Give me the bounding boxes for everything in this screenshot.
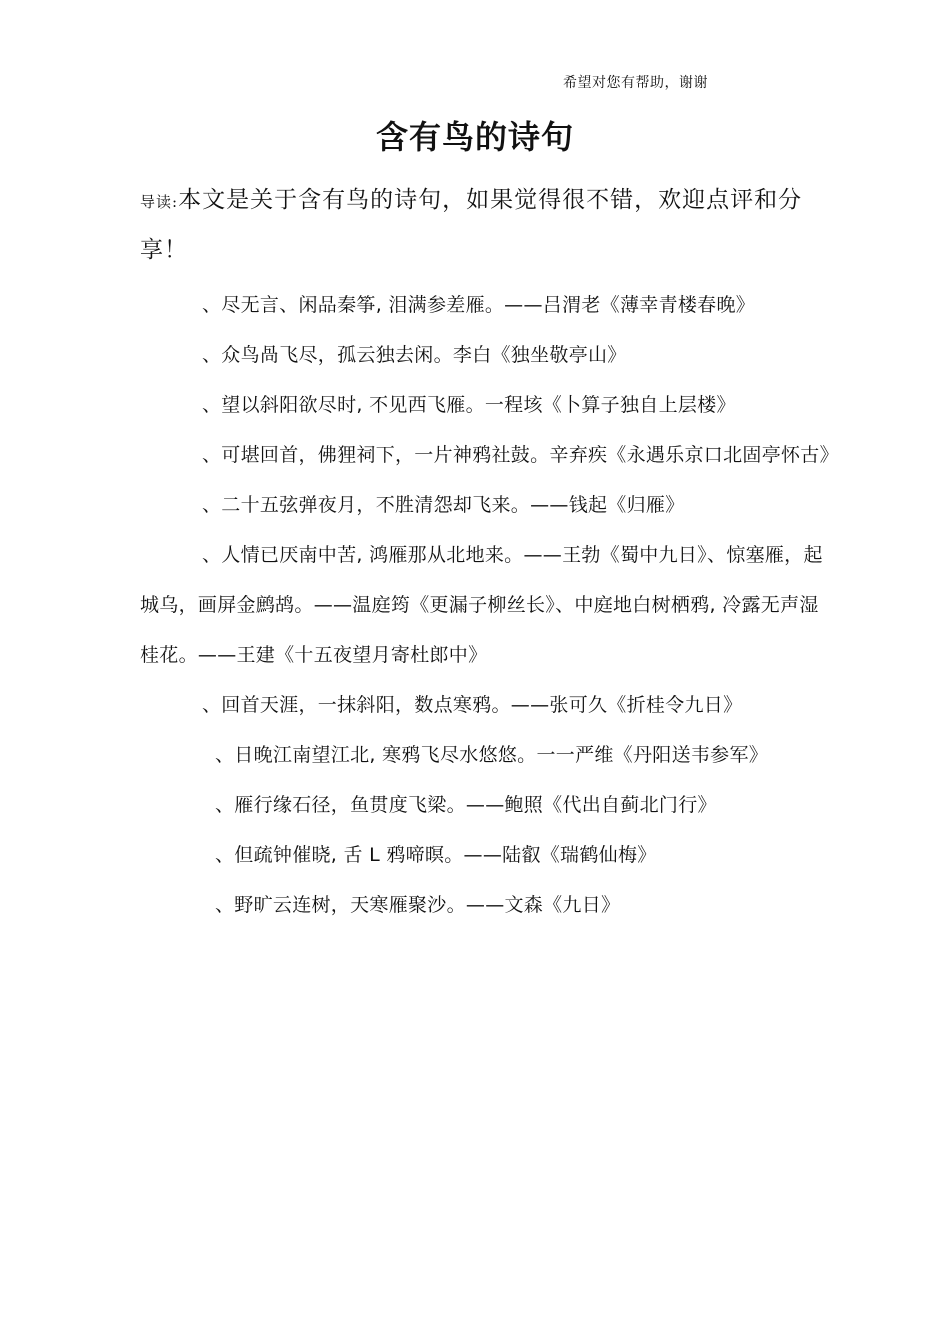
intro-text: 本文是关于含有鸟的诗句，如果觉得很不错，欢迎点评和分享！ (140, 187, 803, 263)
poem-line: 、二十五弦弹夜月，不胜清怨却飞来。——钱起《归雁》 (202, 494, 685, 516)
poem-line: 、众鸟咼飞尽，孤云独去闲。李白《独坐敬亭山》 (202, 344, 627, 366)
poem-line: 、可堪回首，佛狸祠下，一片神鸦社鼓。辛弃疾《永遇乐京口北固亭怀古》 (202, 444, 839, 466)
poem-line: 、尽无言、闲品秦筝, 泪满参差雁。——吕渭老《薄幸青楼春晚》 (202, 294, 756, 316)
header-note: 希望对您有帮助，谢谢 (563, 75, 708, 91)
poem-line: 、回首天涯，一抹斜阳，数点寒鸦。——张可久《折桂令九日》 (202, 694, 743, 716)
poem-line: 、野旷云连树，天寒雁聚沙。——文森《九日》 (215, 894, 621, 916)
poem-line: 、雁行缘石径，鱼贯度飞梁。——鲍照《代出自蓟北门行》 (215, 794, 717, 816)
poem-line: 、人情已厌南中苦, 鸿雁那从北地来。——王勃《蜀中九日》、惊塞雁，起城乌，画屏金鹧鸪。——温庭筠《更漏子柳丝长》、中庭地白树栖鸦, 冷露无声湿桂花。——王建《十五夜望月寄杜郎中》 (140, 544, 823, 666)
poem-line: 、但疏钟催晓, 舌 L 鸦啼暝。——陆叡《瑞鹤仙梅》 (215, 844, 657, 866)
poem-list (140, 280, 839, 930)
poem-line: 、日晚江南望江北, 寒鸦飞尽水悠悠。一一严维《丹阳送韦参军》 (215, 744, 769, 766)
intro-label: 导读: (140, 193, 179, 211)
poem-line: 、望以斜阳欲尽时, 不见西飞雁。一程垓《卜算子独自上层楼》 (202, 394, 736, 416)
intro-paragraph (140, 176, 830, 274)
page-title: 含有鸟的诗句 (375, 118, 574, 156)
